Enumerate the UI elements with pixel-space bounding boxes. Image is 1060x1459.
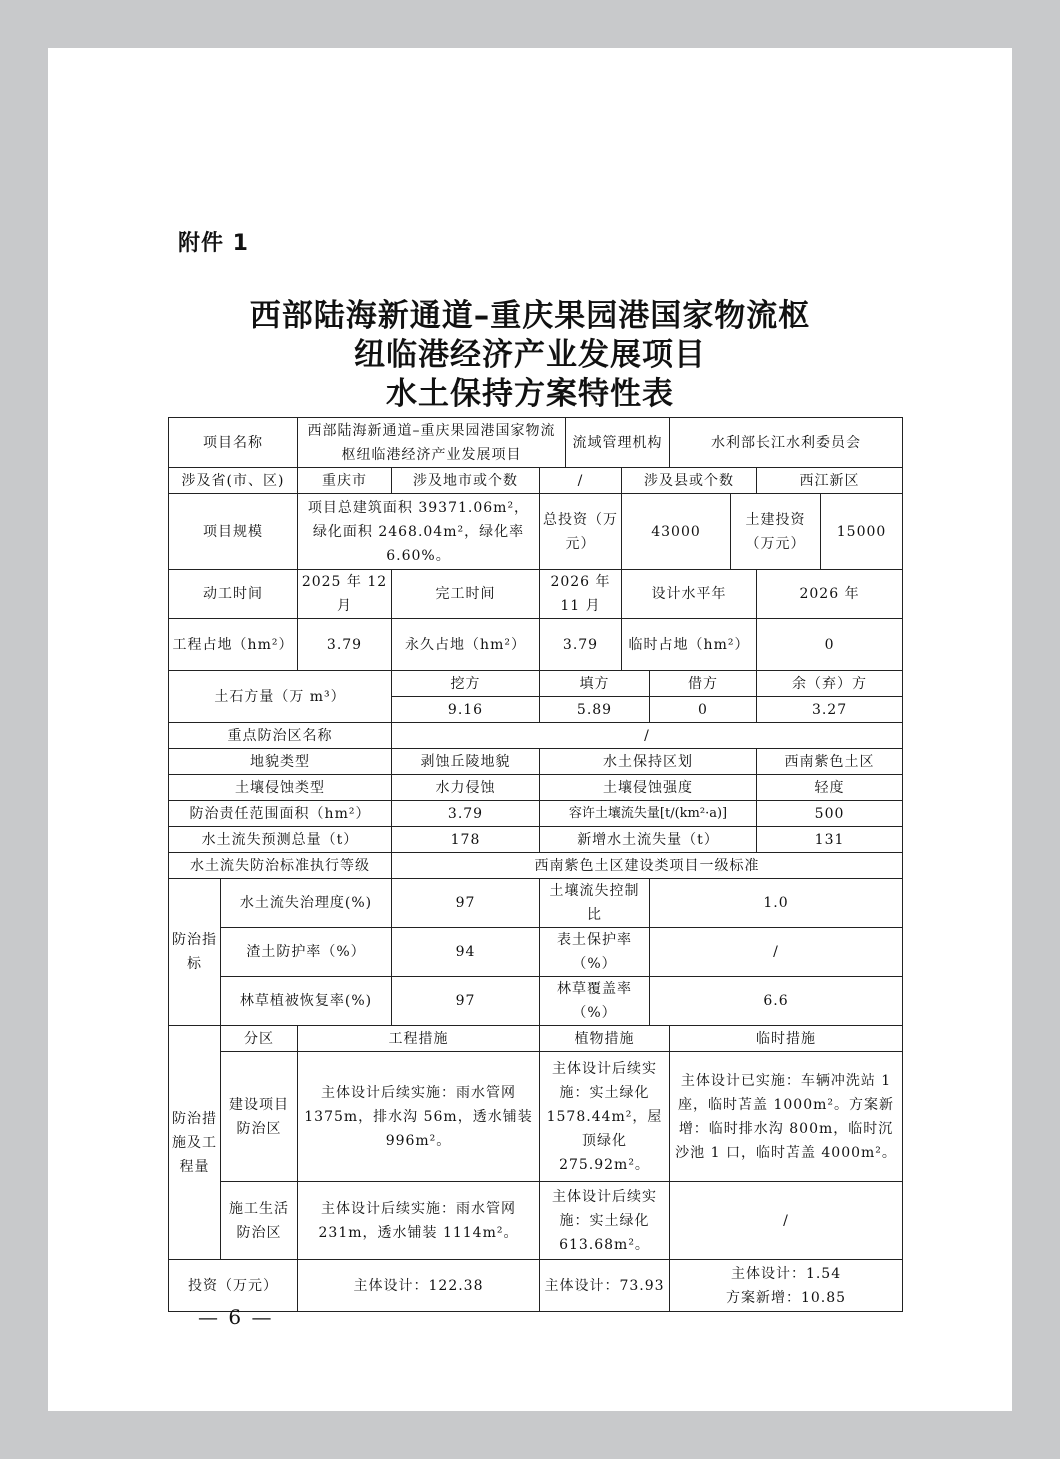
attachment-label: 附件 1 (178, 231, 249, 256)
invest-temp-new: 方案新增：10.85 (725, 1289, 847, 1306)
invest-temp-main: 主体设计：1.54 (730, 1265, 842, 1282)
finish-value: 2026 年 11 月 (540, 570, 622, 619)
zone2-eng: 主体设计后续实施：雨水管网 231m，透水铺装 1114m²。 (298, 1182, 540, 1260)
invest-temp (670, 1260, 903, 1312)
swc-zone-value: 西南紫色土区 (757, 749, 903, 775)
idx6-label: 林草覆盖率（%） (540, 977, 650, 1026)
table-row (169, 1182, 903, 1260)
table-row (169, 1052, 903, 1182)
idx4-label: 表土保护率（%） (540, 928, 650, 977)
design-year-label: 设计水平年 (622, 570, 757, 619)
zone1-eng: 主体设计后续实施：雨水管网 1375m，排水沟 56m，透水铺装 996m²。 (298, 1052, 540, 1182)
document-page (48, 48, 1012, 1411)
fill-value: 5.89 (540, 697, 650, 723)
page-number: — 6 — (198, 1305, 274, 1329)
table-row (169, 619, 903, 671)
index-group-label: 防治指标 (169, 879, 221, 1026)
idx3-label: 渣土防护率（%） (221, 928, 392, 977)
invest-plant: 主体设计：73.93 (540, 1260, 670, 1312)
idx1-label: 水土流失治理度(%) (221, 879, 392, 928)
zone2-temp: / (670, 1182, 903, 1260)
table-row (169, 723, 903, 749)
allow-loss-label: 容许土壤流失量[t/(km²·a)] (540, 801, 757, 827)
design-year-value: 2026 年 (757, 570, 903, 619)
table-row (169, 775, 903, 801)
table-row (169, 827, 903, 853)
erosion-intensity-value: 轻度 (757, 775, 903, 801)
surplus-label: 余（弃）方 (757, 671, 903, 697)
civil-invest-label: 土建投资（万元） (731, 494, 821, 570)
scale-value: 项目总建筑面积 39371.06m²，绿化面积 2468.04m²，绿化率 6.60%。 (298, 494, 540, 570)
resp-area-value: 3.79 (392, 801, 540, 827)
temp-land-label: 临时占地（hm²） (622, 619, 757, 671)
swc-zone-label: 水土保持区划 (540, 749, 757, 775)
zone1-label: 建设项目防治区 (221, 1052, 298, 1182)
borrow-label: 借方 (650, 671, 757, 697)
allow-loss-value: 500 (757, 801, 903, 827)
table-row (169, 418, 903, 468)
finish-label: 完工时间 (392, 570, 540, 619)
dig-value: 9.16 (392, 697, 540, 723)
idx6-value: 6.6 (650, 977, 903, 1026)
eng-header: 工程措施 (298, 1026, 540, 1052)
start-value: 2025 年 12 月 (298, 570, 392, 619)
zone-header: 分区 (221, 1026, 298, 1052)
table-row (169, 928, 903, 977)
basin-agency-label: 流域管理机构 (566, 418, 670, 468)
total-invest-label: 总投资（万元） (540, 494, 622, 570)
project-name-value: 西部陆海新通道–重庆果园港国家物流枢纽临港经济产业发展项目 (298, 418, 566, 468)
erosion-type-label: 土壤侵蚀类型 (169, 775, 392, 801)
idx3-value: 94 (392, 928, 540, 977)
table-row (169, 853, 903, 879)
new-loss-value: 131 (757, 827, 903, 853)
idx2-value: 1.0 (650, 879, 903, 928)
new-loss-label: 新增水土流失量（t） (540, 827, 757, 853)
borrow-value: 0 (650, 697, 757, 723)
temp-header: 临时措施 (670, 1026, 903, 1052)
table-row (169, 494, 903, 570)
zone2-label: 施工生活防治区 (221, 1182, 298, 1260)
city-label: 涉及地市或个数 (392, 468, 540, 494)
invest-label: 投资（万元） (169, 1260, 298, 1312)
civil-invest-value: 15000 (821, 494, 903, 570)
landform-value: 剥蚀丘陵地貌 (392, 749, 540, 775)
erosion-type-value: 水力侵蚀 (392, 775, 540, 801)
zone1-temp: 主体设计已实施：车辆冲洗站 1 座，临时苫盖 1000m²。方案新增：临时排水沟 800m，临时沉沙池 1 口，临时苫盖 4000m²。 (670, 1052, 903, 1182)
dig-label: 挖方 (392, 671, 540, 697)
idx1-value: 97 (392, 879, 540, 928)
idx5-value: 97 (392, 977, 540, 1026)
plant-header: 植物措施 (540, 1026, 670, 1052)
measures-group-label: 防治措施及工程量 (169, 1026, 221, 1260)
table-row (169, 570, 903, 619)
pred-loss-label: 水土流失预测总量（t） (169, 827, 392, 853)
erosion-intensity-label: 土壤侵蚀强度 (540, 775, 757, 801)
pred-loss-value: 178 (392, 827, 540, 853)
table-row (169, 671, 903, 697)
invest-eng: 主体设计：122.38 (298, 1260, 540, 1312)
key-zone-value: / (392, 723, 903, 749)
table-row (169, 879, 903, 928)
idx5-label: 林草植被恢复率(%) (221, 977, 392, 1026)
scale-label: 项目规模 (169, 494, 298, 570)
land-value: 3.79 (298, 619, 392, 671)
resp-area-label: 防治责任范围面积（hm²） (169, 801, 392, 827)
start-label: 动工时间 (169, 570, 298, 619)
table-row (169, 749, 903, 775)
characteristics-table (168, 417, 903, 1312)
table-row (169, 801, 903, 827)
county-label: 涉及县或个数 (622, 468, 757, 494)
city-value: / (540, 468, 622, 494)
table-row (169, 1026, 903, 1052)
province-value: 重庆市 (298, 468, 392, 494)
perm-land-value: 3.79 (540, 619, 622, 671)
table-row (169, 1260, 903, 1312)
key-zone-label: 重点防治区名称 (169, 723, 392, 749)
idx2-label: 土壤流失控制比 (540, 879, 650, 928)
title-line-1: 西部陆海新通道–重庆果园港国家物流枢 (249, 298, 811, 334)
zone1-plant: 主体设计后续实施：实土绿化 1578.44m²，屋顶绿化 275.92m²。 (540, 1052, 670, 1182)
land-label: 工程占地（hm²） (169, 619, 298, 671)
total-invest-value: 43000 (622, 494, 731, 570)
fill-label: 填方 (540, 671, 650, 697)
project-name-label: 项目名称 (169, 418, 298, 468)
title-line-3: 水土保持方案特性表 (386, 376, 674, 412)
standard-value: 西南紫色土区建设类项目一级标准 (392, 853, 903, 879)
idx4-value: / (650, 928, 903, 977)
table-row (169, 468, 903, 494)
temp-land-value: 0 (757, 619, 903, 671)
earth-label: 土石方量（万 m³） (169, 671, 392, 723)
basin-agency-value: 水利部长江水利委员会 (670, 418, 903, 468)
county-value: 西江新区 (757, 468, 903, 494)
perm-land-label: 永久占地（hm²） (392, 619, 540, 671)
surplus-value: 3.27 (757, 697, 903, 723)
table-row (169, 977, 903, 1026)
province-label: 涉及省(市、区) (169, 468, 298, 494)
standard-label: 水土流失防治标准执行等级 (169, 853, 392, 879)
title-line-2: 纽临港经济产业发展项目 (354, 337, 706, 373)
landform-label: 地貌类型 (169, 749, 392, 775)
zone2-plant: 主体设计后续实施：实土绿化 613.68m²。 (540, 1182, 670, 1260)
